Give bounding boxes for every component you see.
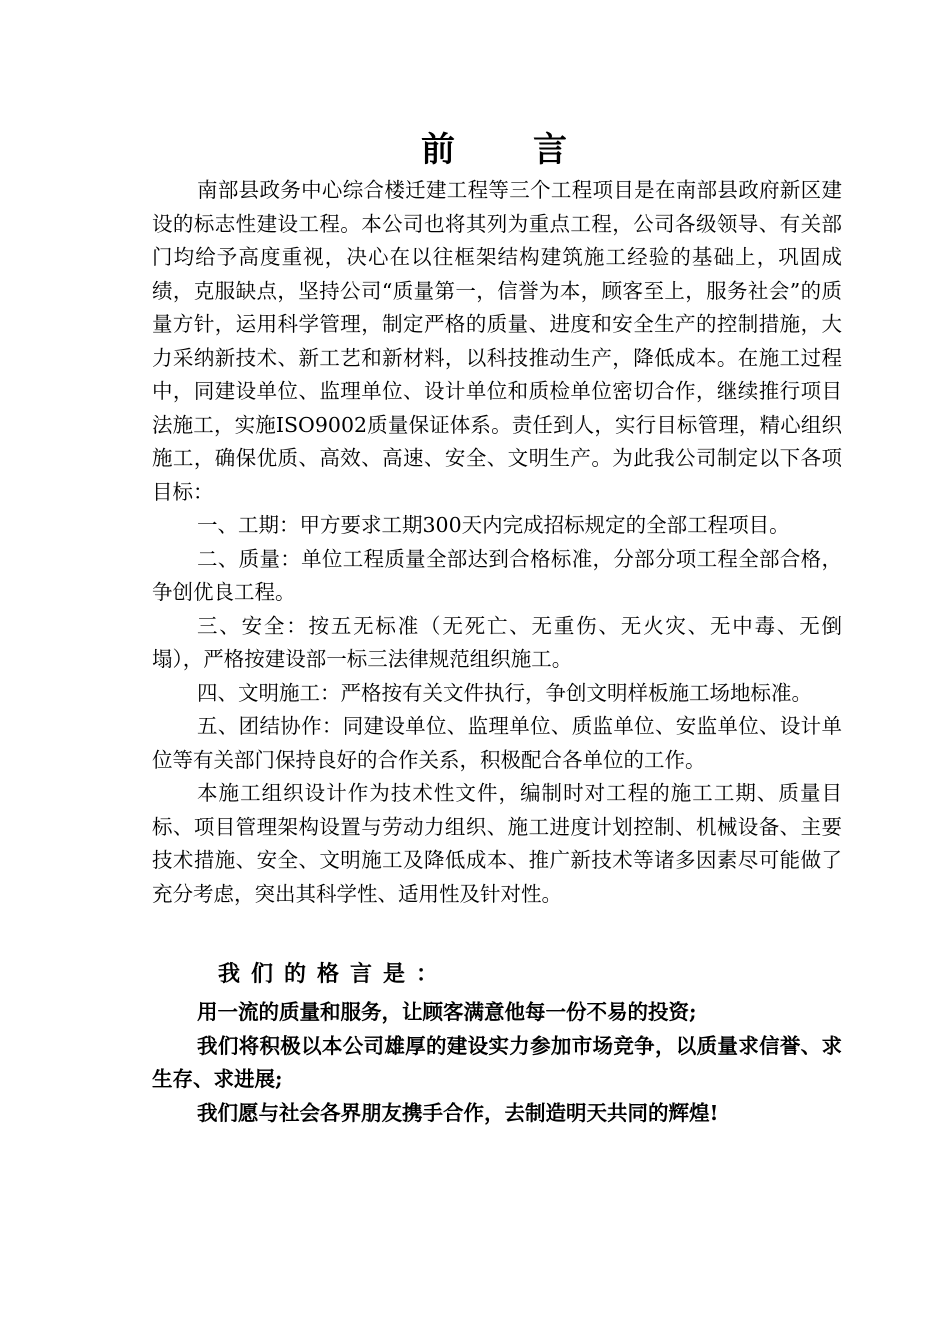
motto-line: 我们愿与社会各界朋友携手合作，去制造明天共同的辉煌! xyxy=(197,1100,719,1125)
motto-line: 用一流的质量和服务，让顾客满意他每一份不易的投资; xyxy=(197,1000,697,1024)
goal-quality: 二、质量：单位工程质量全部达到合格标准，分部分项工程全部合格，争创优良工程。 xyxy=(152,546,842,604)
closing-paragraph: 本施工组织设计作为技术性文件，编制时对工程的施工工期、质量目标、项目管理架构设置与劳动力组织、施工进度计划控制、机械设备、主要技术措施、安全、文明施工及降低成本、推广新技术等诸多因素尽可能做了充分考虑，突出其科学性、适用性及针对性。 xyxy=(152,781,842,906)
goal-civilized-construction: 四、文明施工：严格按有关文件执行，争创文明样板施工场地标准。 xyxy=(197,680,812,705)
goal-schedule: 一、工期：甲方要求工期300天内完成招标规定的全部工程项目。 xyxy=(197,513,790,537)
document-title: 前言 xyxy=(421,130,645,170)
motto-section xyxy=(152,956,842,1130)
motto-heading: 我们的格言是： xyxy=(218,961,450,987)
goal-safety: 三、安全：按五无标准（无死亡、无重伤、无火灾、无中毒、无倒塌），严格按建设部一标三法律规范组织施工。 xyxy=(152,613,842,671)
goal-cooperation: 五、团结协作：同建设单位、监理单位、质监单位、安监单位、设计单位等有关部门保持良好的合作关系，积极配合各单位的工作。 xyxy=(152,714,842,772)
document-page xyxy=(152,128,842,1130)
motto-line: 我们将积极以本公司雄厚的建设实力参加市场竞争，以质量求信誉、求生存、求进展; xyxy=(152,1033,842,1091)
intro-paragraph: 南部县政务中心综合楼迁建工程等三个工程项目是在南部县政府新区建设的标志性建设工程。本公司也将其列为重点工程，公司各级领导、有关部门均给予高度重视，决心在以往框架结构建筑施工经验的基础上，巩固成绩，克服缺点，坚持公司“质量第一，信誉为本，顾客至上，服务社会”的质量方针，运用科学管理，制定严格的质量、进度和安全生产的控制措施，大力采纳新技术、新工艺和新材料，以科技推动生产，降低成本。在施工过程中，同建设单位、监理单位、设计单位和质检单位密切合作，继续推行项目法施工，实施ISO9002质量保证体系。责任到人，实行目标管理，精心组织施工，确保优质、高效、高速、安全、文明生产。为此我公司制定以下各项目标： xyxy=(152,178,842,504)
